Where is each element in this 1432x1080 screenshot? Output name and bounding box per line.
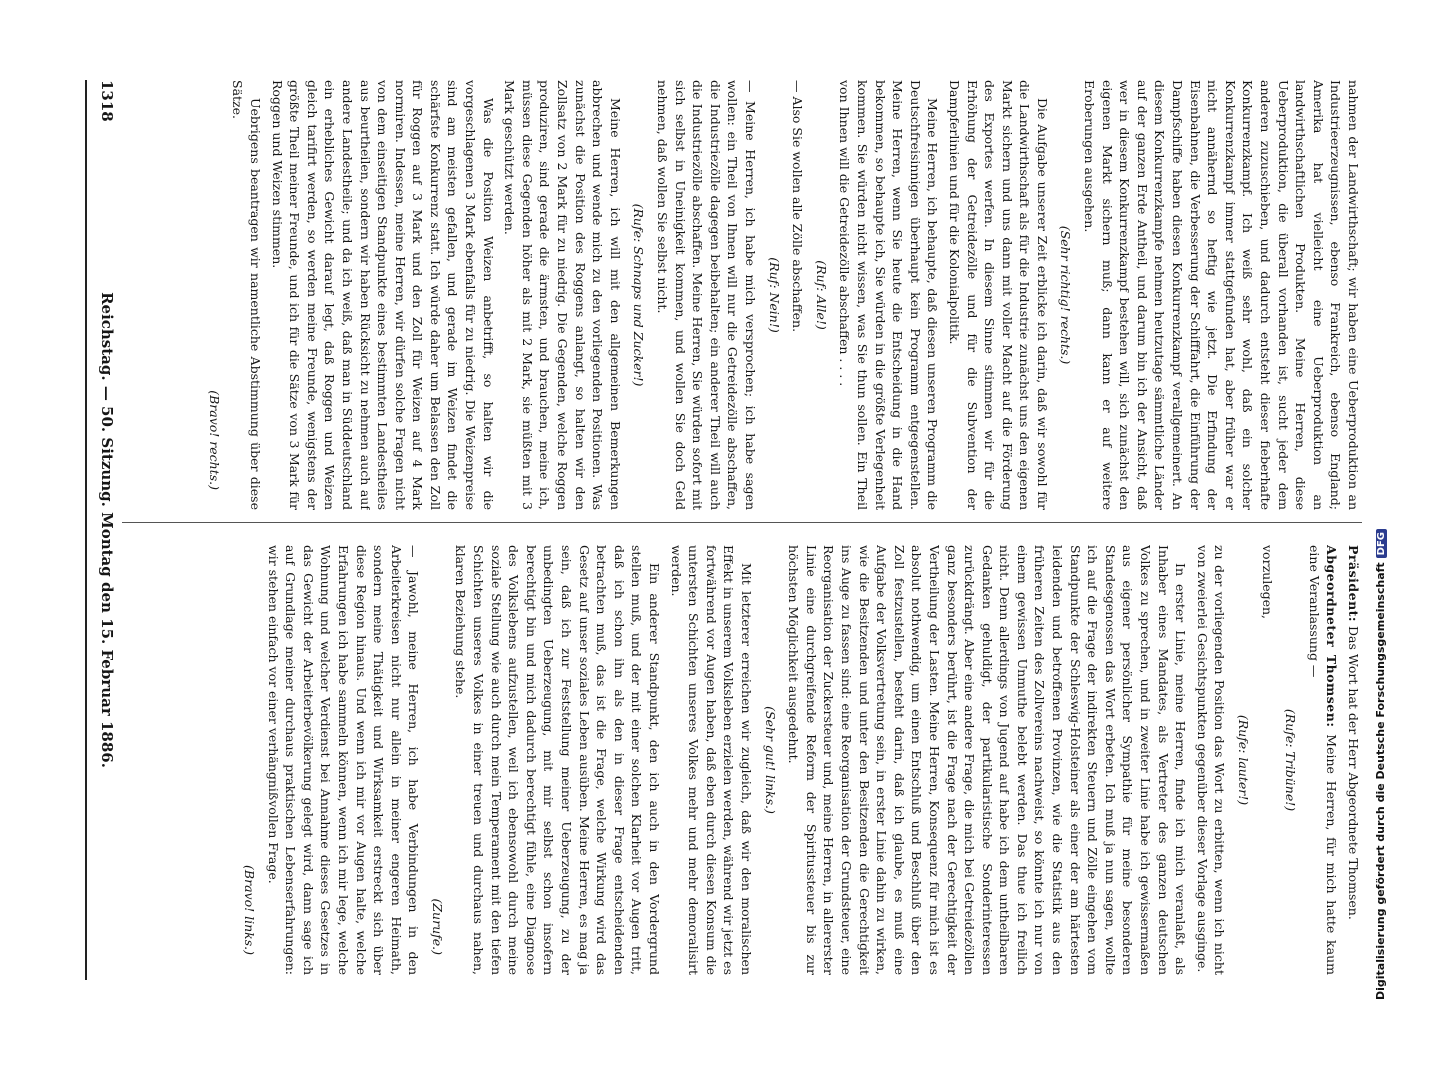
paragraph: [1081, 80, 1363, 510]
paragraph: [268, 80, 497, 510]
page-header: [76, 80, 116, 1080]
interjection: (Sehr richtig! rechts.): [1058, 225, 1074, 365]
paragraph: [836, 80, 942, 510]
interjection: (Rufe: lauter!): [1236, 714, 1252, 806]
left-text-column: [122, 80, 1362, 510]
interjection: (Sehr gut! links.): [762, 706, 778, 814]
paragraph: [264, 545, 422, 975]
interjection: (Bravo! links.): [241, 865, 257, 955]
paragraph-text: nahmen der Landwirthschaft; wir haben eine Ueberproduktion an Industrieerzeugnissen, ebenso Frankreich, ebenso England; Amerika hat vielleicht eine Ueberproduktion an landwirthschaftlichen Produkten. Meine Herren, diese Ueberproduktion, die überall vorhanden ist, sucht jeder dem anderen zuzuschieben, und dadurch entsteht dieser fieberhafte Konkurrenzkampf. Ich weiß sehr wohl, daß ein solcher Konkurrenzkampf immer stattgefunden hat, aber früher war er nicht annähernd so heftig wie jetzt. Die Erfindung der Eisenbahnen, die Verbesserung der Schifffahrt, die Einführung der Dampfschiffe haben diesen Konkurrenzkampf verallgemeinert. An diesem Konkurrenzkampfe nehmen heutzutage sämmtliche Länder auf der ganzen Erde Antheil, und darum bin ich der Ansicht, daß wer in diesem Konkurrenzkampf bestehen will, sich zunächst den eigenen Markt sichern muß; dann kann er auf weitere Eroberungen ausgehen.: [1082, 80, 1361, 510]
interjection: (Zurufe.): [429, 898, 445, 955]
paragraph-text: In erster Linie, meine Herren, finde ich mich veranlaßt, als Inhaber eines Mandates, als Vertreter des ganzen deutschen Volkes zu sprechen, und in zweiter Linie habe ich gewissermaßen aus eigener persönlicher Sympathie für meine besonderen Standesgenossen das Wort erbeten. Ich muß ja nun sagen, wollte ich auf die Frage der indirekten Steuern und Zölle eingehen vom Standpunkte der Schleswig-Holsteiner als einer der am härtesten leidenden und betroffenen Provinzen, wie die Statistik aus den früheren Zeiten des Zollvereins nachweist, so könnte ich nur von einem gewissen Unmuthe belebt werden. Das thue ich freilich nicht. Denn allerdings von Jugend auf habe ich dem untheilbaren Gedanken gehuldigt, der partikularistische Sonderinteressen zurückdrängt. Aber eine andere Frage, die mich bei Getreidezöllen ganz besonders berührt, ist die Frage nach der Gerechtigkeit der Vertheilung der Lasten. Meine Herren, Konsequenz für mich ist es absolut nothwendig, um einen Entschluß und Beschluß über den Zoll festzustellen, besteht darin, daß ich glaube, es muß eine Aufgabe der Volksvertretung sein, in erster Linie dahin zu wirken, wie die Besitzenden und unter den Besitzenden die Gerechtigkeit ins Auge zu fassen sind: eine Reorganisation der Grundsteuer, eine Reorganisation der Zuckersteuer und, meine Herren, in allererster Linie eine durchgreifende Reform der Spiritussteuer bis zur höchsten Möglichkeit ausgedehnt.: [786, 545, 1189, 975]
interjection: (Ruf: Nein!): [766, 257, 782, 333]
footer-credit: [1374, 0, 1392, 1000]
footer-credit-text: Digitalisierung gefördert durch die Deutsche Forschungsgemeinschaft: [1374, 562, 1387, 1000]
right-text-column: [122, 545, 1362, 975]
speaker-name: Präsident:: [1346, 545, 1361, 623]
paragraph-text: Ein anderer Standpunkt, den ich auch in den Vordergrund stellen muß, und der mit einer solchen Klarheit vor Augen tritt, daß ich schon ihn als den in dieser Frage entscheidenden betrachten muß, das ist die Frage, welche Wirkung wird das Gesetz auf unser soziales Leben ausüben. Meine Herren, es mag ja sein, daß ich zur Feststellung meiner Ueberzeugung, zu der unbedingten Ueberzeugung, mit mir selbst schon insofern berechtigt bin und mich dadurch berechtigt fühle, eine Diagnose des Volkslebens aufzustellen, weil ich ebensowohl durch meine soziale Stellung wie auch durch mein Temperament mit den tiefen Schichten unseres Volkes in einer treuen und durchaus nahen, klaren Beziehung stehe.: [453, 545, 663, 975]
paragraph: [501, 80, 624, 510]
column-separator: [122, 522, 1362, 523]
paragraph: [1344, 545, 1362, 975]
paragraph-text: Uebrigens beantragen wir namentliche Abstimmung über diese Sätze.: [230, 80, 263, 510]
paragraph-text: Meine Herren, ich behaupte, daß diesen unseren Programm die Deutschfreisinnigen überhaupt kein Programm entgegenstellen. Meine Herren, wenn Sie heute die Entscheidung in die Hand bekommen, so behaupte ich, Sie würden in die größte Verlegenheit kommen. Sie würden nicht wissen, was Sie thun sollen. Ein Theil von Ihnen will die Getreidezölle abschaffen . . . .: [837, 80, 941, 510]
paragraph-text: — Jawohl, meine Herren, ich habe Verbindungen in den Arbeiterkreisen nicht nur allein in meiner engeren Heimath, sondern meine Thätigkeit und Wirksamkeit erstreckt sich über diese Region hinaus. Und wenn ich mir vor Augen halte, welche Erfahrungen ich habe sammeln können, wenn ich mir lege, welche Wohnung und welcher Verdienst bei Annahme dieses Gesetzes in das Gewicht der Arbeiterbevölkerung gelegt wird, dann sage ich auf Grundlage meiner durchaus praktischen Lebenserfahrungen: wir stehen einfach vor einer verhängnißvollen Frage.: [265, 545, 422, 975]
dfg-logo-icon: DFG: [1376, 529, 1387, 558]
paragraph: [1258, 545, 1276, 975]
paragraph: [667, 545, 755, 975]
interjection: (Rufe: Tribüne!): [1283, 708, 1299, 812]
paragraph-text: Meine Herren, für mich hatte kaum eine Veranlassung —: [1306, 545, 1340, 975]
page-number: 1318: [98, 80, 116, 122]
paragraph: [785, 545, 1190, 975]
paragraph: [789, 80, 807, 510]
paragraph-text: zu der vorliegenden Position das Wort zu erbitten, wenn ich nicht von zweierlei Gesichtspunkten gegenüber dieser Vorlage ausginge.: [1194, 545, 1228, 975]
paragraph: [1305, 545, 1340, 975]
paragraph-text: Mit letzterer erreichen wir zugleich, daß wir den moralischen Effekt in unserem Volksleben erzielen werden, während wir jetzt es fortwährend vor Augen haben, daß eben durch diesen Konsum die untersten Schichten unseres Volkes mehr und mehr demoralisirt werden.: [668, 545, 754, 975]
interjection: (Ruf: Alle!): [813, 260, 829, 330]
speaker-name: Abgeordneter Thomsen:: [1324, 545, 1340, 728]
running-title: Reichstag. — 50. Sitzung. Montag den 15. Februar 1886.: [98, 292, 116, 768]
paragraph-text: Meine Herren, ich will mit den allgemeinen Bemerkungen abbrechen und wende mich zu den vorliegenden Positionen. Was zunächst die Position des Roggens anlangt, so halten wir den Zollsatz von 2 Mark für zu niedrig. Die Gegenden, welche Roggen produziren, sind gerade die ärmsten, und brauchen, meine ich, müssen diese Gegenden höher als mit 2 Mark, sie müßten mit 3 Mark geschützt werden.: [502, 80, 623, 510]
interjection: (Rufe: Schnaps und Zucker!): [631, 203, 647, 387]
interjection: (Bravo! rechts.): [206, 390, 222, 490]
paragraph-text: Das Wort hat der Herr Abgeordnete Thomsen.: [1346, 626, 1361, 920]
paragraph: [452, 545, 663, 975]
paragraph-text: — Also Sie wollen alle Zölle abschaffen.: [790, 80, 806, 333]
paragraph-text: vorzulegen,: [1259, 545, 1275, 620]
paragraph: [229, 80, 264, 510]
paragraph-text: — Meine Herren, ich habe mich versprochen; ich habe sagen wollen: ein Theil von Ihnen will nur die Getreidezölle abschaffen, die Industriezölle dagegen beibehalten; ein anderer Theil will auch die Industriezölle abschaffen. Meine Herren, Sie würden sofort mit sich selbst in Uneinigkeit kommen, und wollen Sie doch Geld nehmen, daß wollen Sie selbst nicht.: [655, 80, 758, 510]
paragraph-text: Was die Position Weizen anbetrifft, so halten wir die vorgeschlagenen 3 Mark ebenfalls für zu niedrig. Die Weizenpreise sind am meisten gefallen, und gerade im Weizen findet die schärfste Konkurrenz statt. Ich würde daher um Belassen den Zoll für Roggen auf 3 Mark und den Zoll für Weizen auf 4 Mark normiren. Indessen, meine Herren, wir dürfen solche Fragen nicht von dem einseitigen Standpunkte eines bestimmten Landestheiles aus beurtheilen, sondern wir haben Rücksicht zu nehmen auch auf andere Landestheile; und da ich weiß, daß man in Süddeutschland ein erhebliches Gewicht darauf legt, daß Roggen und Weizen gleich tarifirt werden, so werden meine Freunde, wenigstens der größte Theil meiner Freunde, und ich für die Sätze von 3 Mark für Roggen und Weizen stimmen.: [269, 80, 496, 510]
paragraph: [653, 80, 759, 510]
paragraph-text: Die Aufgabe unserer Zeit erblicke ich darin, daß wir sowohl für die Landwirthschaft als für die Industrie zunächst uns den eigenen Markt sichern und uns dann mit voller Macht auf die Förderung des Exportes werfen. In diesem Sinne stimmen wir für die Erhöhung der Getreidezölle und für die Subvention der Dampferlinien und für die Kolonialpolitik.: [946, 80, 1050, 510]
paragraph: [1193, 545, 1228, 975]
paragraph: [945, 80, 1051, 510]
header-rule: [85, 80, 87, 980]
